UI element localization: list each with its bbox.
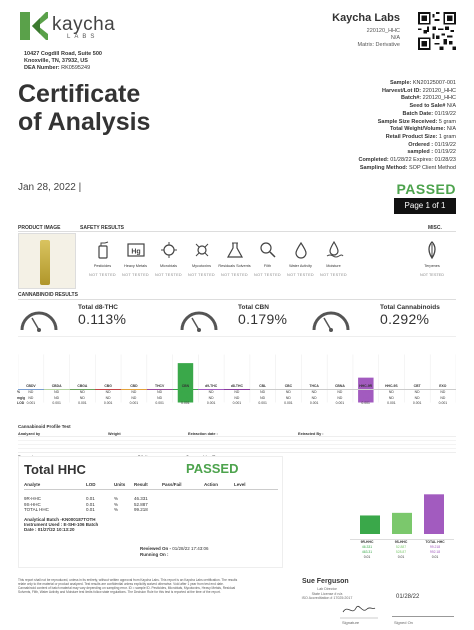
safety-test-status: NOT TESTED [254,273,281,277]
cannabinoid-cell: 0.001 [309,401,319,405]
safety-test-name: Moisture [326,264,341,268]
hhc-table: Analyte LOD Units Result Pass/Fail Action Level 9R-HHC 0.01 % 46.331 9S-HHC 0.01 % 52.887 TOTAL HHC 0.01 % 99.218 Analytical Batch -KN000187TOTH Instrument Used : E-SHI-106 Batch Date : 01/27/22 10:13:20 [24,482,278,532]
cannabinoid-cell: ND [440,395,446,400]
hhc-row: 9R-HHC 0.01 % 46.331 [24,496,148,501]
water-drop-icon [291,240,311,260]
cannabinoid-cell: 0.001 [412,401,422,405]
page-indicator: Page 1 of 1 [394,198,456,214]
cannabinoid-cell: ND [157,395,163,400]
safety-test-status: NOT TESTED [221,273,248,277]
signer-name: Sue Ferguson [302,578,349,585]
sample-info-row: Total Weight/Volume: N/A [389,126,456,133]
cannabinoid-name: d8-THC [224,384,250,390]
cannabinoid-cell: ND [234,395,240,400]
sample-info-row: Batch Date: 01/19/22 [402,110,456,117]
heavy-metals-hg-icon [126,240,146,260]
safety-test-status: NOT TESTED [188,273,215,277]
svg-text:Hg: Hg [130,248,141,256]
hhc-header-cell: Pass/Fail [162,482,182,487]
divider [18,231,456,232]
cannabinoid-cell: ND [337,390,343,394]
hhc-mini-chart [350,490,454,560]
safety-test-water-activity [284,236,317,290]
cannabinoid-cell: 0.001 [181,401,190,405]
hhc-bar [424,494,444,534]
cannabinoid-cell: 0.001 [52,401,61,405]
brand-sub: LABS [67,34,99,40]
cannabinoid-cell: ND [131,395,137,400]
cannabinoid-cell: 0.001 [103,401,113,405]
cannabinoid-cell: 0.001 [78,401,87,405]
cannabinoid-cell: ND [234,390,240,394]
safety-test-residuals-solvents [218,236,251,290]
sample-info-row: Ordered : 01/19/22 [408,141,456,148]
signed-line [392,616,454,617]
cannabinoid-total: Total CBN 0.179% [238,304,288,327]
hhc-row: TOTAL HHC 0.01 % 99.218 [24,507,148,512]
cannabinoid-cell: ND [79,390,85,394]
cannabinoid-cell: 0.001 [335,401,345,405]
safety-results-row [86,236,350,290]
sample-info-row: Seed to Sale# N/A [409,103,456,110]
cannabinoid-cell: ND [285,390,291,394]
safety-test-heavy-metals [119,236,152,290]
safety-test-status: NOT TESTED [89,273,116,277]
cannabinoid-name: CBL [250,384,276,390]
cannabinoid-cell: ND [105,390,111,394]
cannabinoid-cell: 0.001 [155,401,164,405]
cannabinoid-cell: 0.001 [284,401,293,405]
cannabinoid-total: Total Cannabinoids 0.292% [380,304,440,327]
row-label: % [17,390,21,394]
sample-info-row: sampled : 01/19/22 [407,149,456,156]
cannabinoid-cell: ND [54,395,60,400]
kaycha-logo-icon [20,12,48,40]
sample-info-row: Completed: 01/28/22 Expires: 01/28/23 [358,157,456,164]
cannabinoid-name: HHC-9S [379,384,405,390]
hhc-header-cell: Level [234,482,246,487]
safety-test-name: Water Activity [289,264,312,268]
cannabinoid-name: HHC-9R [353,384,379,390]
flask-icon [225,240,245,260]
cannabinoid-cell: ND [388,395,394,400]
sample-info-row: Retail Product Size: 1 gram [385,133,456,140]
cannabinoid-name: CBDA [44,384,70,390]
cannabinoid-cell: ND [260,395,266,400]
safety-test-filth [251,236,284,290]
cannabinoid-bar-chart [18,336,456,420]
cannabinoid-cell: ND [311,395,317,400]
hhc-header-cell: Units [114,482,126,487]
hhc-bar [392,513,412,534]
status-badge: PASSED [396,181,456,197]
gauge-icon [178,306,220,334]
hhc-header-cell: Action [204,482,218,487]
safety-test-status: NOT TESTED [122,273,149,277]
lab-address: 10427 Cogdill Road, Suite 500 Knoxville, TN, 37932, US DEA Number: RK0595249 [24,51,102,71]
row-label: mg/g [17,395,26,400]
page-title: Certificate of Analysis [18,80,151,136]
cannabinoid-cell: ND [105,395,111,400]
sample-info-row: Sample Size Received: 5 gram [377,118,456,125]
cannabinoid-cell: ND [440,390,446,394]
lab-matrix: Matrix: Derivative [357,42,400,48]
cannabinoid-name: CBNA [327,384,353,390]
gauge-icon [18,306,60,334]
cannabinoid-name: EXO [430,384,456,390]
cannabinoid-cell: 0.001 [129,401,139,405]
cannabinoid-table [18,384,456,407]
mycotoxins-icon [192,240,212,260]
safety-test-moisture [317,236,350,290]
sample-info-row: Sampling Method: SOP Client Method [359,164,456,171]
signed-date: 01/28/22 [396,594,420,600]
brand-name: kaycha [52,14,116,35]
cannabinoid-name: CBDV [18,384,44,390]
cannabinoid-cell: 0.001 [438,401,448,405]
hhc-review: Reviewed On - 01/28/22 17:43:06 Running On : [140,546,209,557]
cannabinoid-name: CBN [173,384,199,390]
cannabinoid-total: Total d8-THC 0.113% [78,304,127,327]
cannabinoid-cell: ND [285,395,291,400]
cannabinoid-cell: ND [28,390,34,394]
safety-test-status: NOT TESTED [155,273,182,277]
cannabinoid-row [18,401,456,407]
profile-test: Cannabinoid Profile Test Analyzed by Weight Extraction date : Extracted By : [18,424,456,459]
hhc-mini-column: TOTAL HHC 99.218 992.18 0.01 [425,540,445,559]
hhc-mini-column: 9R-HHC 46.331 463.31 0.01 [360,540,374,559]
cannabinoid-cell: 1.13 [362,395,369,400]
hhc-mini-column: 9S-HHC 52.887 528.87 0.01 [394,540,408,559]
profile-details [18,437,456,453]
safety-results-label: SAFETY RESULTS [80,225,124,231]
terpenes-icon [422,240,442,260]
cannabinoid-name: CBGA [70,384,96,390]
cannabinoid-cell: ND [311,390,317,394]
pesticide-sprayer-icon [93,240,113,260]
lab-sample-id: 220120_HHC [366,28,400,34]
safety-test-name: Mycotoxins [192,264,211,268]
cannabinoid-results-label: CANNABINOID RESULTS [18,292,78,298]
hhc-bars [350,490,454,534]
cannabinoid-cell: ND [208,395,214,400]
safety-test-name: Filth [263,264,272,268]
hhc-bar [360,515,380,534]
cannabinoid-name: CBG [95,384,121,390]
cannabinoid-cell: ND [414,395,420,400]
qr-code-icon[interactable] [418,12,456,50]
sample-info-row: Sample: KN20125007-001 [389,80,456,86]
safety-test-status: NOT TESTED [287,273,314,277]
sample-info-row: Batch#: 220120_HHC [400,95,456,102]
hhc-header-cell: LOD [86,482,96,487]
cannabinoid-name: CBT [404,384,430,390]
cannabinoid-cell: ND [208,390,214,394]
product-image-label: PRODUCT IMAGE [18,225,61,231]
cannabinoid-name: THCA [301,384,327,390]
safety-test-name: Microbials [159,264,178,268]
moisture-icon [324,240,344,260]
cannabinoid-cell: ND [54,390,60,394]
magnifier-icon [258,240,278,260]
cannabinoid-cell: 0.113 [361,390,370,394]
microbials-icon [159,240,179,260]
cannabinoid-cell: 0.001 [361,401,370,405]
row-label: LOD [17,401,25,405]
cannabinoid-cell: 1.79 [182,395,189,400]
safety-test-pesticides [86,236,119,290]
cannabinoid-cell: 0.001 [206,401,216,405]
cannabinoid-cell: 0.001 [387,401,396,405]
lab-na: N/A [390,35,400,41]
cannabinoid-cell: ND [337,395,343,400]
divider [18,299,456,300]
sample-info [358,80,456,172]
signed-on-label: Signed On [394,620,413,625]
cannabinoid-cell: ND [28,395,34,400]
cannabinoid-cell: ND [388,390,394,394]
report-date: Jan 28, 2022 | [18,182,82,193]
cannabinoid-cell: 0.001 [232,401,242,405]
cannabinoid-cell: ND [131,390,137,394]
lab-name: Kaycha Labs [332,12,400,24]
cannabinoid-name: d9-THC [198,384,224,390]
disclaimer-text: This report shall not be reproduced, unless in its entirety, without written approval from Kaycha Labs. This report is an Kaycha Labs certification. The results relate only to the material or product analyzed. Test results are confidential unless explicitly waived otherwise. Void after 1 year from test end date. Cannabinoid content of batch material may vary depending on sampling error. ID = sample ID. Pesticides, Microbials, Mycotoxins, Heavy Metals, Residual Solvents, Filth, Water Activity and Moisture test limits follow state regulations. The Decision Rule for this test is reported at the time of the report. [18,578,238,594]
cannabinoid-cell: 0.179 [181,390,190,394]
cannabinoid-cell: ND [157,390,163,394]
safety-test-name: Residuals Solvents [218,264,251,268]
cannabinoid-name: CBD [121,384,147,390]
cannabinoid-cell: ND [79,395,85,400]
signature-label: Signature [342,620,360,625]
safety-test-status: NOT TESTED [320,273,347,277]
safety-test-name: Heavy Metals [123,264,147,268]
safety-test-name: Pesticides [93,264,112,268]
misc-label: MISC. [428,225,442,231]
safety-test-mycotoxins [185,236,218,290]
cannabinoid-cell: ND [414,390,420,394]
cannabinoid-cell: ND [260,390,266,394]
hhc-header-cell: Analyte [24,482,41,487]
cannabinoid-cell: 0.001 [26,401,36,405]
safety-test-microbials [152,236,185,290]
signer-details: Lab Director State License # n/a ISO Accreditation # 17025:2017 [301,587,353,600]
gauge-icon [310,306,352,334]
hhc-header-cell: Result [134,482,148,487]
sample-info-row: Harvest/Lot ID: 220120_HHC [382,87,456,94]
hhc-row: 9S-HHC 0.01 % 52.887 [24,501,148,507]
hhc-title: Total HHC [24,462,86,477]
hhc-status-badge: PASSED [186,461,239,476]
misc-terpenes: Terpenes NOT TESTED [410,236,454,277]
cannabinoid-name: THCV [147,384,173,390]
cannabinoid-cell: 0.001 [258,401,267,405]
cannabinoid-name: CBC [276,384,302,390]
product-bottle [40,240,50,285]
cannabinoid-totals [18,304,456,336]
